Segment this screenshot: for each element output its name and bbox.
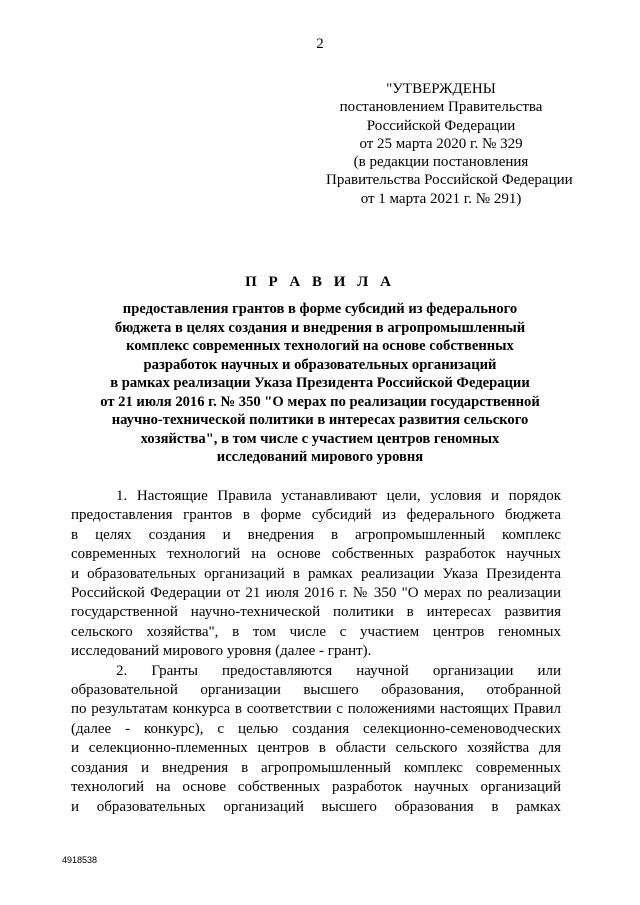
document-subtitle bbox=[70, 300, 570, 467]
approval-line: постановлением Правительства bbox=[339, 99, 543, 116]
text-line: 2. Гранты предоставляются научной организации или bbox=[116, 662, 561, 679]
document-id: 4918538 bbox=[62, 855, 98, 865]
paragraph-1 bbox=[71, 487, 561, 662]
text-line: по результатам конкурса в соответствии с положениями настоящих Правил bbox=[71, 701, 561, 718]
text-line: предоставления грантов в форме субсидий из федерального бюджета bbox=[71, 507, 561, 524]
subtitle-line: бюджета в целях создания и внедрения в агропромышленный bbox=[114, 319, 526, 336]
approval-line: Российской Федерации bbox=[366, 117, 516, 134]
text-line: исследований мирового уровня (далее - грант). bbox=[71, 643, 372, 660]
text-line: (далее - конкурс), с целью создания селекционно-семеноводческих bbox=[71, 720, 561, 737]
text-line: создания и внедрения в агропромышленный комплекс современных bbox=[71, 759, 561, 776]
subtitle-line: от 21 июля 2016 г. № 350 "О мерах по реализации государственной bbox=[100, 393, 540, 410]
approval-line: от 1 марта 2021 г. № 291) bbox=[360, 190, 522, 207]
text-line: сельского хозяйства", в том числе с участием центров геномных bbox=[71, 623, 561, 640]
approval-line: "УТВЕРЖДЕНЫ bbox=[386, 81, 496, 97]
subtitle-line: разработок научных и образовательных организаций bbox=[143, 356, 497, 373]
text-line: и селекционно-племенных центров в области сельского хозяйства для bbox=[71, 740, 561, 757]
approval-block bbox=[326, 80, 573, 208]
text-line: Российской Федерации от 21 июля 2016 г. № 350 "О мерах по реализации bbox=[71, 585, 561, 602]
subtitle-line: научно-технической политики в интересах развития сельского bbox=[111, 412, 529, 428]
approval-line: от 25 марта 2020 г. № 329 bbox=[359, 135, 523, 152]
paragraph-2 bbox=[71, 662, 561, 817]
text-line: государственной научно-технической политики в интересах развития bbox=[71, 604, 561, 621]
text-line: современных технологий на основе собственных разработок научных bbox=[71, 546, 561, 563]
text-line: и образовательных организаций в рамках реализации Указа Президента bbox=[71, 565, 561, 582]
document-body bbox=[71, 487, 561, 817]
text-line: 1. Настоящие Правила устанавливают цели, условия и порядок bbox=[116, 488, 561, 504]
subtitle-line: предоставления грантов в форме субсидий из федерального bbox=[122, 301, 518, 317]
subtitle-line: хозяйства", в том числе с участием центров геномных bbox=[140, 430, 500, 447]
subtitle-line: комплекс современных технологий на основе собственных bbox=[126, 338, 514, 354]
approval-line: (в редакции постановления bbox=[353, 154, 529, 171]
subtitle-line: исследований мирового уровня bbox=[216, 449, 424, 465]
text-line: образовательной организации высшего образования, отобранной bbox=[71, 682, 561, 699]
text-line: в целях создания и внедрения в агропромышленный комплекс bbox=[71, 526, 561, 543]
approval-line: Правительства Российской Федерации bbox=[326, 172, 573, 189]
page-number: 2 bbox=[316, 36, 324, 52]
subtitle-line: в рамках реализации Указа Президента Российской Федерации bbox=[110, 375, 530, 391]
document-title: П Р А В И Л А bbox=[245, 274, 395, 290]
text-line: технологий на основе собственных разработок научных организаций bbox=[71, 779, 561, 796]
text-line: и образовательных организаций высшего образования в рамках bbox=[71, 798, 561, 815]
